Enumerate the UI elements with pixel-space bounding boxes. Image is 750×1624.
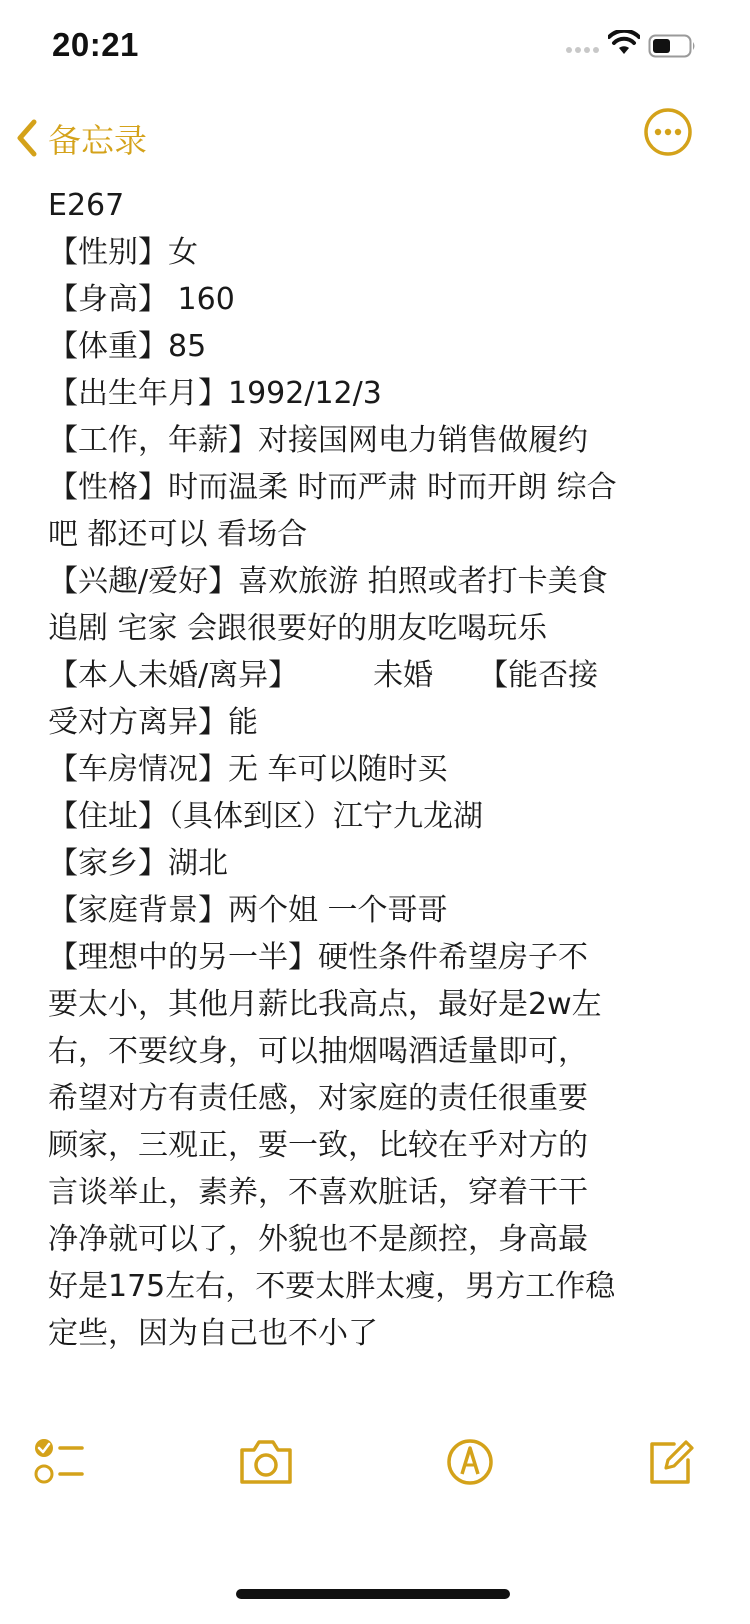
note-line: 追剧 宅家 会跟很要好的朋友吃喝玩乐	[48, 611, 548, 646]
note-line: 言谈举止，素养，不喜欢脏话，穿着干干	[48, 1175, 588, 1210]
status-bar	[0, 0, 750, 96]
note-text-area[interactable]	[48, 182, 683, 1357]
cellular-signal-icon	[566, 46, 600, 54]
note-line: 【理想中的另一半】硬性条件希望房子不	[48, 940, 588, 975]
home-indicator[interactable]	[236, 1589, 510, 1599]
status-time: 20:21	[52, 26, 139, 63]
note-line: 受对方离异】能	[48, 705, 258, 740]
note-line: 右，不要纹身，可以抽烟喝酒适量即可，	[48, 1034, 588, 1069]
checklist-icon	[30, 1434, 90, 1490]
note-line: 【工作，年薪】对接国网电力销售做履约	[48, 423, 588, 458]
bottom-toolbar	[0, 1420, 750, 1510]
note-line: 定些，因为自己也不小了	[48, 1316, 378, 1351]
back-button[interactable]	[14, 108, 147, 168]
checklist-button[interactable]	[30, 1434, 90, 1490]
note-line: 要太小，其他月薪比我高点，最好是2w左	[48, 987, 602, 1022]
markup-pen-icon	[440, 1434, 500, 1490]
battery-icon	[648, 34, 698, 58]
note-line: 吧 都还可以 看场合	[48, 517, 308, 552]
nav-bar	[0, 96, 750, 180]
note-line: 【体重】85	[48, 329, 207, 364]
note-line: 好是175左右，不要太胖太瘦，男方工作稳	[48, 1269, 616, 1304]
wifi-icon	[608, 30, 640, 56]
more-button[interactable]	[642, 106, 694, 158]
note-line: 【身高】 160	[48, 282, 235, 317]
note-line: 【兴趣/爱好】喜欢旅游 拍照或者打卡美食	[48, 564, 608, 599]
note-line: E267	[48, 188, 125, 223]
note-line: 【家庭背景】两个姐 一个哥哥	[48, 893, 448, 928]
back-label: 备忘录	[48, 120, 147, 160]
camera-button[interactable]	[236, 1434, 296, 1490]
ellipsis-circle-icon	[642, 106, 694, 158]
compose-button[interactable]	[640, 1434, 700, 1490]
markup-button[interactable]	[440, 1434, 500, 1490]
note-line: 【家乡】湖北	[48, 846, 228, 881]
note-line: 【本人未婚/离异】 未婚 【能否接	[48, 658, 599, 693]
chevron-left-icon	[14, 118, 40, 158]
note-line: 【性别】女	[48, 235, 198, 270]
compose-icon	[640, 1434, 700, 1490]
note-line: 【住址】（具体到区）江宁九龙湖	[48, 799, 483, 834]
camera-icon	[236, 1434, 296, 1490]
note-line: 希望对方有责任感，对家庭的责任很重要	[48, 1081, 588, 1116]
note-line: 【车房情况】无 车可以随时买	[48, 752, 448, 787]
note-line: 【性格】时而温柔 时而严肃 时而开朗 综合	[48, 470, 617, 505]
note-line: 净净就可以了，外貌也不是颜控，身高最	[48, 1222, 588, 1257]
note-line: 【出生年月】1992/12/3	[48, 376, 382, 411]
note-line: 顾家，三观正，要一致，比较在乎对方的	[48, 1128, 588, 1163]
